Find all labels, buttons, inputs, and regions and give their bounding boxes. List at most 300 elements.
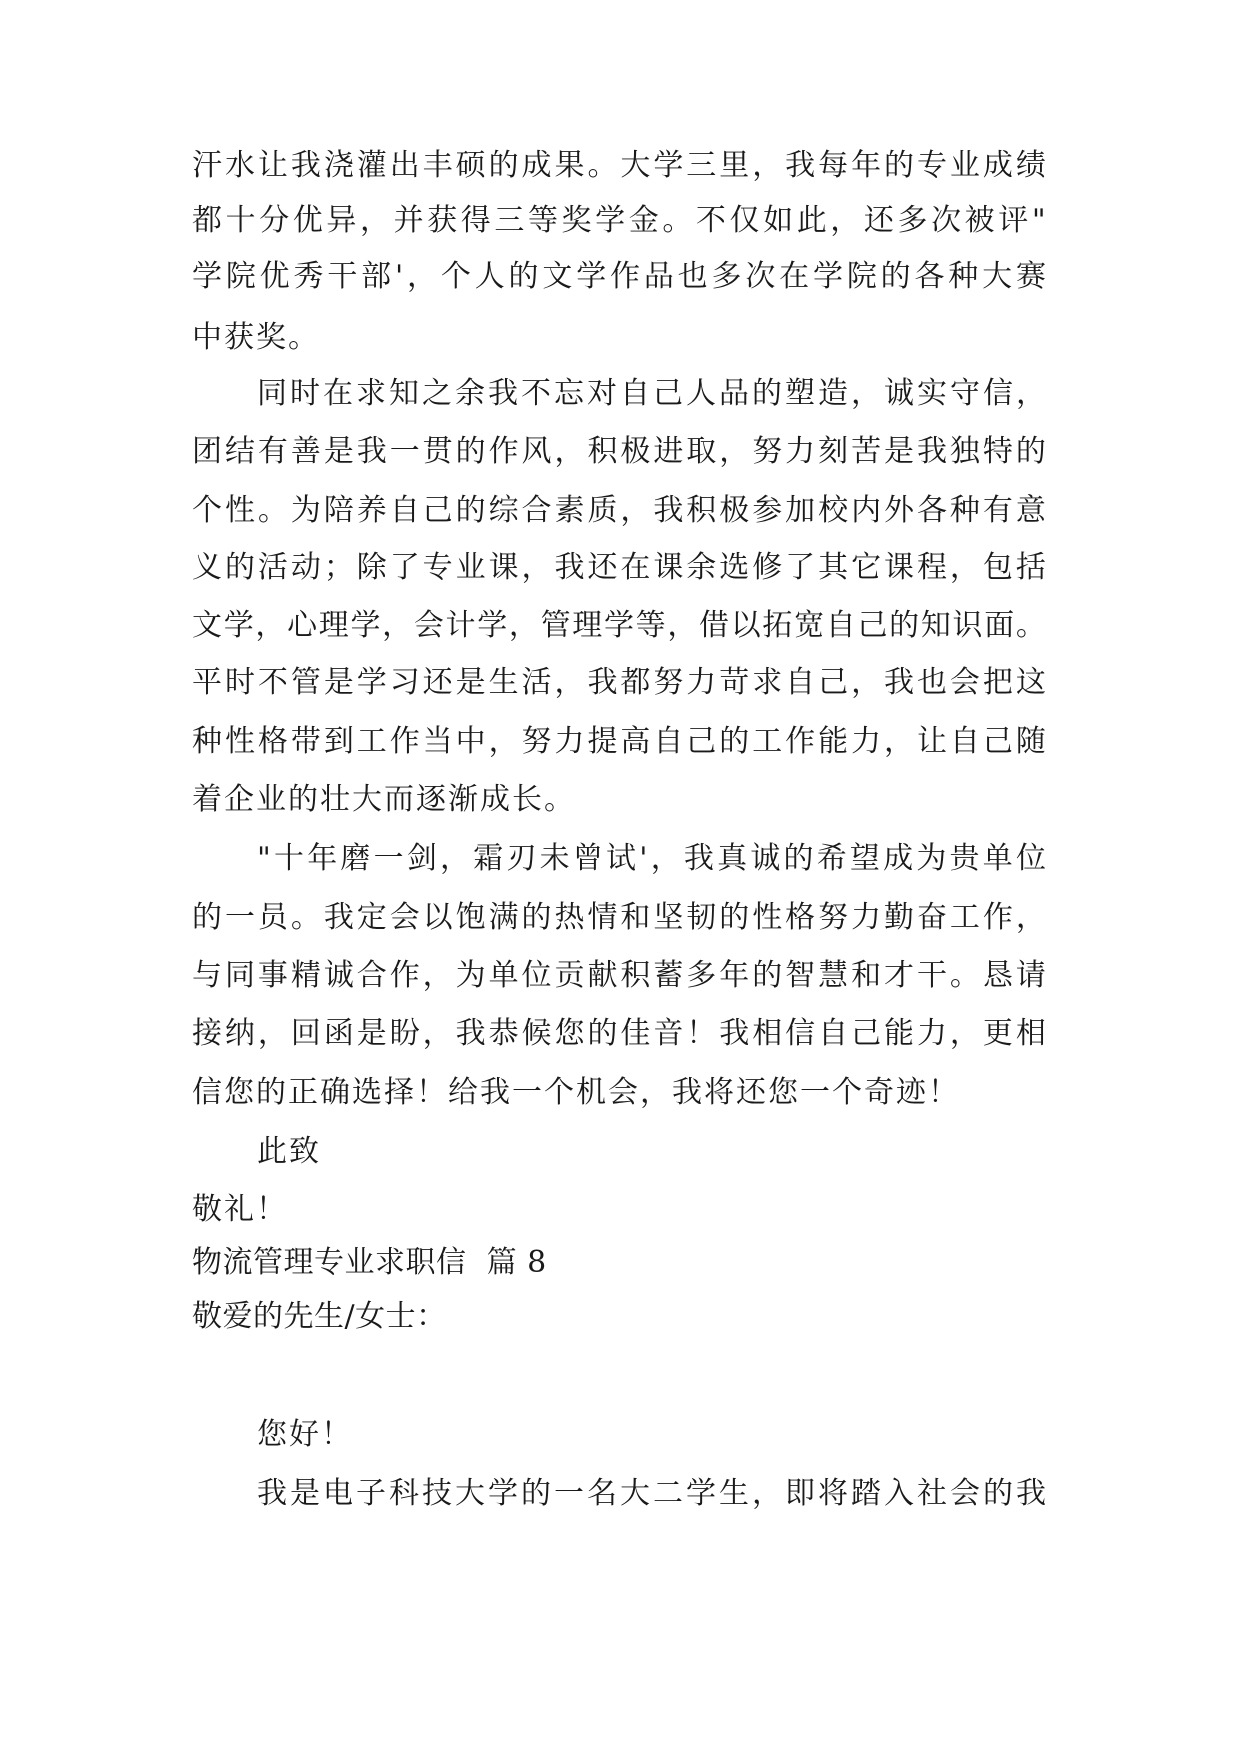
text-char: 异 <box>326 203 357 238</box>
text-char: ， <box>554 434 585 469</box>
text-char: ， <box>851 376 881 411</box>
text-char: 浇 <box>323 148 354 183</box>
text-char: 不 <box>695 203 726 238</box>
text-char: 能 <box>884 1016 915 1051</box>
text-char: 恭 <box>488 1016 519 1051</box>
text-char: 贵 <box>949 841 980 876</box>
text-char: 苛 <box>719 665 750 700</box>
text-char: 。 <box>290 900 321 935</box>
text-char: 文 <box>542 259 573 294</box>
text-char: 己 <box>818 665 849 700</box>
text-char: 磨 <box>340 841 371 876</box>
text-char: 才 <box>884 958 915 993</box>
text-char: 力 <box>851 724 882 759</box>
text-char: 特 <box>982 434 1013 469</box>
text-char: 我 <box>884 665 915 700</box>
text-char: 自 <box>949 724 980 759</box>
text-char: 塑 <box>785 376 815 411</box>
text-char: 苦 <box>851 434 882 469</box>
text-line <box>192 661 1046 705</box>
text-char: 学 <box>812 259 843 294</box>
text-char: 情 <box>587 900 618 935</box>
text-char: 作 <box>785 724 816 759</box>
text-char: 。 <box>1015 608 1046 643</box>
text-char: 我 <box>257 1476 287 1511</box>
text-char: 宽 <box>794 608 825 643</box>
text-char: 还 <box>863 203 894 238</box>
text-char: 拓 <box>762 608 793 643</box>
text-char: 您 <box>554 1016 585 1051</box>
text-char: 会 <box>949 665 980 700</box>
text-char: 作 <box>982 900 1013 935</box>
text-char: 。 <box>587 148 618 183</box>
text-char: 智 <box>785 958 816 993</box>
text-char: 年 <box>851 148 882 183</box>
text-char: 积 <box>587 434 618 469</box>
text-char: 奖 <box>561 203 592 238</box>
text-char: 的 <box>587 1016 618 1051</box>
text-char: 的 <box>521 900 552 935</box>
text-char: 工 <box>356 724 387 759</box>
text-char: 以 <box>730 608 761 643</box>
section-heading: 物流管理专业求职信 篇 8 <box>192 1245 547 1280</box>
text-char: 之 <box>422 376 452 411</box>
text-line <box>192 144 1046 188</box>
text-char: 我 <box>785 148 816 183</box>
text-line <box>192 896 1046 940</box>
text-char: 霜 <box>473 841 504 876</box>
text-char: 函 <box>323 1016 354 1051</box>
text-char: 真 <box>717 841 748 876</box>
text-char: ， <box>949 550 980 585</box>
text-char: 的 <box>455 434 486 469</box>
text-char: 是 <box>455 665 486 700</box>
text-char: 它 <box>851 550 882 585</box>
text-char: 平 <box>192 665 222 700</box>
text-char: ， <box>422 958 453 993</box>
text-char: 成 <box>521 148 552 183</box>
text-char: 己 <box>851 1016 882 1051</box>
text-char: 结 <box>224 434 255 469</box>
text-char: ， <box>1016 376 1046 411</box>
text-char: 候 <box>521 1016 552 1051</box>
text-char: 性 <box>224 493 255 528</box>
text-char: 多 <box>686 958 717 993</box>
text-char: 诚 <box>323 958 354 993</box>
text-char: 信 <box>983 376 1013 411</box>
text-line <box>192 604 1046 648</box>
text-char: 学 <box>603 608 634 643</box>
text-char: 果 <box>554 148 585 183</box>
text-char: ， <box>488 724 519 759</box>
text-char: 年 <box>307 841 338 876</box>
text-char: 善 <box>290 434 321 469</box>
text-char: 绩 <box>1015 148 1046 183</box>
text-char: 相 <box>1015 1016 1046 1051</box>
text-char: 取 <box>686 434 717 469</box>
text-char: 仅 <box>729 203 760 238</box>
text-char: 种 <box>949 493 980 528</box>
text-char: 三 <box>494 203 525 238</box>
text-char: 相 <box>752 1016 783 1051</box>
text-char: 蓄 <box>653 958 684 993</box>
text-char: 是 <box>323 434 354 469</box>
text-line: 信您的正确选择！给我一个机会，我将还您一个奇迹！ <box>192 1075 960 1110</box>
text-char: 时 <box>290 376 320 411</box>
text-char: 合 <box>356 958 387 993</box>
text-char: " <box>257 841 271 876</box>
text-char: 这 <box>1015 665 1046 700</box>
text-char: 曾 <box>572 841 603 876</box>
text-char: 如 <box>763 203 794 238</box>
text-char: 力 <box>554 724 585 759</box>
text-char: 音 <box>653 1016 684 1051</box>
text-char: 把 <box>982 665 1013 700</box>
text-char: 义 <box>192 550 222 585</box>
text-char: 干 <box>327 259 358 294</box>
text-char: 努 <box>752 434 783 469</box>
text-char: 专 <box>916 148 947 183</box>
text-char: 大 <box>455 1476 485 1511</box>
text-char: 精 <box>290 958 321 993</box>
text-char: 识 <box>952 608 983 643</box>
text-char: 我 <box>719 1016 750 1051</box>
text-char: 等 <box>527 203 558 238</box>
text-char: 未 <box>539 841 570 876</box>
text-char: 和 <box>851 958 882 993</box>
text-char: 次 <box>931 203 962 238</box>
text-char: 献 <box>587 958 618 993</box>
text-char: 勤 <box>884 900 915 935</box>
text-char: 己 <box>653 376 683 411</box>
text-line: 着企业的壮大而逐渐成长。 <box>192 782 576 817</box>
text-char: 以 <box>422 900 453 935</box>
text-char: 踏 <box>851 1476 881 1511</box>
text-char: 大 <box>620 1476 650 1511</box>
text-char: 十 <box>225 203 256 238</box>
text-char: 纳 <box>224 1016 255 1051</box>
text-char: ， <box>949 1016 980 1051</box>
text-char: 的 <box>783 841 814 876</box>
text-char: 综 <box>488 493 519 528</box>
text-char: 业 <box>455 550 486 585</box>
text-line: 中获奖。 <box>192 320 320 355</box>
text-char: 计 <box>445 608 476 643</box>
text-char: 意 <box>1015 493 1046 528</box>
text-line <box>192 546 1046 590</box>
text-char: 我 <box>323 900 354 935</box>
text-char: 己 <box>982 724 1013 759</box>
closing-regards: 敬礼！ <box>192 1192 288 1227</box>
text-char: 风 <box>521 434 552 469</box>
text-char: 韧 <box>686 900 717 935</box>
text-char: 人 <box>474 259 505 294</box>
text-char: 被 <box>964 203 995 238</box>
text-char: 请 <box>1015 958 1046 993</box>
text-char: 的 <box>508 259 539 294</box>
text-char: 带 <box>290 724 321 759</box>
text-line <box>192 199 1046 243</box>
text-char: 优 <box>292 203 323 238</box>
text-char: 极 <box>620 434 651 469</box>
text-char: 努 <box>521 724 552 759</box>
text-char: 我 <box>455 1016 486 1051</box>
text-char: 实 <box>917 376 947 411</box>
text-char: 的 <box>752 958 783 993</box>
text-char: 文 <box>192 608 222 643</box>
text-char: 个 <box>192 493 222 528</box>
closing-salutation: 此致 <box>257 1134 321 1169</box>
text-char: 了 <box>389 550 420 585</box>
text-char: 生 <box>719 1476 749 1511</box>
text-char: 到 <box>323 724 354 759</box>
text-line <box>192 489 1046 533</box>
text-char: 我 <box>554 550 585 585</box>
text-char: 学 <box>488 1476 518 1511</box>
letter-hello: 您好！ <box>257 1417 353 1452</box>
text-char: 学 <box>576 259 607 294</box>
text-char: ， <box>422 1016 453 1051</box>
text-char: 贯 <box>422 434 453 469</box>
text-char: ， <box>407 259 438 294</box>
text-char: 时 <box>224 665 255 700</box>
text-char: 是 <box>290 1476 320 1511</box>
text-char: 的 <box>719 900 750 935</box>
text-char: ； <box>323 550 354 585</box>
text-char: 加 <box>785 493 816 528</box>
text-char: 自 <box>620 376 650 411</box>
text-char: 年 <box>719 958 750 993</box>
text-char: 刻 <box>818 434 849 469</box>
text-char: 陪 <box>323 493 354 528</box>
text-char: 自 <box>389 493 420 528</box>
text-char: 了 <box>785 550 816 585</box>
text-char: 能 <box>818 724 849 759</box>
text-char: 学 <box>350 608 381 643</box>
text-char: 修 <box>752 550 783 585</box>
text-char: ， <box>521 550 552 585</box>
text-char: 信 <box>785 1016 816 1051</box>
text-char: 有 <box>257 434 288 469</box>
text-char: 一 <box>224 900 255 935</box>
text-char: 位 <box>1015 841 1046 876</box>
text-char: 余 <box>686 550 717 585</box>
text-char: 积 <box>686 493 717 528</box>
text-char: 是 <box>884 434 915 469</box>
text-char: 学 <box>223 608 254 643</box>
text-char: 有 <box>982 493 1013 528</box>
text-char: 的 <box>455 493 486 528</box>
text-char: 一 <box>554 1476 584 1511</box>
text-char: 内 <box>851 493 882 528</box>
text-char: 参 <box>752 493 783 528</box>
text-char: 种 <box>948 259 979 294</box>
text-char: 对 <box>587 376 617 411</box>
text-char: 学 <box>192 259 222 294</box>
text-char: 与 <box>192 958 222 993</box>
text-char: 进 <box>653 434 684 469</box>
text-char: 合 <box>521 493 552 528</box>
text-char: 的 <box>983 1476 1013 1511</box>
text-char: 业 <box>949 148 980 183</box>
text-line <box>192 954 1046 998</box>
text-char: 接 <box>192 1016 222 1051</box>
text-char: 单 <box>488 958 519 993</box>
text-char: ' <box>394 259 404 294</box>
text-char: 技 <box>422 1476 452 1511</box>
text-char: 。 <box>662 203 693 238</box>
text-char: 力 <box>785 434 816 469</box>
text-char: 慧 <box>818 958 849 993</box>
text-char: 工 <box>752 724 783 759</box>
text-char: 养 <box>356 493 387 528</box>
text-char: ， <box>719 434 750 469</box>
text-char: 奋 <box>916 900 947 935</box>
text-char: 随 <box>1015 724 1046 759</box>
text-char: 程 <box>916 550 947 585</box>
text-char: 让 <box>257 148 288 183</box>
text-char: 评 <box>998 203 1029 238</box>
text-char: 得 <box>460 203 491 238</box>
text-char: 心 <box>287 608 318 643</box>
text-char: 。 <box>949 958 980 993</box>
text-char: 和 <box>620 900 651 935</box>
text-char: 院 <box>225 259 256 294</box>
text-char: ， <box>440 841 471 876</box>
text-char: 学 <box>653 148 684 183</box>
text-char: 汗 <box>192 148 222 183</box>
text-char: 诚 <box>884 376 914 411</box>
text-char: 自 <box>653 724 684 759</box>
text-char: 课 <box>884 550 915 585</box>
text-char: 院 <box>846 259 877 294</box>
text-char: 即 <box>785 1476 815 1511</box>
text-char: 社 <box>917 1476 947 1511</box>
text-char: 金 <box>628 203 659 238</box>
text-line <box>192 1012 1046 1056</box>
text-char: 选 <box>719 550 750 585</box>
text-char: 还 <box>587 550 618 585</box>
text-char: 活 <box>521 665 552 700</box>
text-char: 高 <box>620 724 651 759</box>
text-char: 工 <box>949 900 980 935</box>
text-char: ， <box>257 1016 288 1051</box>
text-char: 求 <box>752 665 783 700</box>
text-char: 校 <box>818 493 849 528</box>
text-char: 不 <box>257 665 288 700</box>
text-char: 赛 <box>1015 259 1046 294</box>
text-char: 员 <box>257 900 288 935</box>
text-char: 己 <box>422 493 453 528</box>
text-char: 子 <box>356 1476 386 1511</box>
text-char: 提 <box>587 724 618 759</box>
text-char: 大 <box>620 148 651 183</box>
text-char: ， <box>851 665 882 700</box>
text-char: 在 <box>620 550 651 585</box>
text-char: 努 <box>653 665 684 700</box>
text-char: 品 <box>719 376 749 411</box>
text-char: 课 <box>653 550 684 585</box>
text-char: 我 <box>290 148 321 183</box>
text-char: 在 <box>323 376 353 411</box>
text-char: 个 <box>440 259 471 294</box>
text-char: 的 <box>889 608 920 643</box>
text-char: 格 <box>257 724 288 759</box>
text-char: 作 <box>488 434 519 469</box>
text-char: 的 <box>488 148 519 183</box>
text-char: 等 <box>635 608 666 643</box>
text-char: 灌 <box>356 148 387 183</box>
text-char: 贡 <box>554 958 585 993</box>
text-char: 动 <box>290 550 321 585</box>
text-char: 坚 <box>653 900 684 935</box>
text-char: 盼 <box>389 1016 420 1051</box>
text-char: 科 <box>389 1476 419 1511</box>
text-char: 格 <box>785 900 816 935</box>
text-char: 更 <box>982 1016 1013 1051</box>
text-char: 水 <box>224 148 255 183</box>
text-char: 品 <box>643 259 674 294</box>
text-char: 的 <box>880 259 911 294</box>
text-char: 余 <box>455 376 485 411</box>
text-char: 多 <box>897 203 928 238</box>
text-char: ， <box>884 724 915 759</box>
text-char: 我 <box>653 493 684 528</box>
text-char: 借 <box>699 608 729 643</box>
text-char: 热 <box>554 900 585 935</box>
text-char: 此 <box>796 203 827 238</box>
text-char: 作 <box>389 958 420 993</box>
text-char: 十 <box>274 841 305 876</box>
text-char: 自 <box>825 608 856 643</box>
text-char: 会 <box>413 608 444 643</box>
text-char: 己 <box>857 608 888 643</box>
text-char: 每 <box>818 148 849 183</box>
text-char: 独 <box>949 434 980 469</box>
text-char: 知 <box>389 376 419 411</box>
text-char: 理 <box>572 608 603 643</box>
text-char: 让 <box>916 724 947 759</box>
text-char: 活 <box>257 550 288 585</box>
text-char: 的 <box>521 1476 551 1511</box>
text-char: 我 <box>916 434 947 469</box>
text-char: 恳 <box>982 958 1013 993</box>
text-char: 部 <box>361 259 392 294</box>
text-char: 大 <box>982 259 1013 294</box>
text-char: 造 <box>818 376 848 411</box>
text-char: 人 <box>686 376 716 411</box>
text-char: 学 <box>686 1476 716 1511</box>
text-char: 的 <box>1015 434 1046 469</box>
text-char: 会 <box>389 900 420 935</box>
text-char: ， <box>752 1476 782 1511</box>
text-char: 力 <box>851 900 882 935</box>
text-char: 次 <box>745 259 776 294</box>
text-char: 。 <box>257 493 288 528</box>
text-char: 会 <box>950 1476 980 1511</box>
text-char: 的 <box>224 550 255 585</box>
text-char: 团 <box>192 434 222 469</box>
text-char: 并 <box>393 203 424 238</box>
text-char: 生 <box>488 665 519 700</box>
text-char: 名 <box>587 1476 617 1511</box>
text-char: 位 <box>521 958 552 993</box>
text-char: 干 <box>916 958 947 993</box>
text-char: 电 <box>323 1476 353 1511</box>
text-char: ， <box>752 148 783 183</box>
text-char: 一 <box>389 434 420 469</box>
text-char: 素 <box>554 493 585 528</box>
